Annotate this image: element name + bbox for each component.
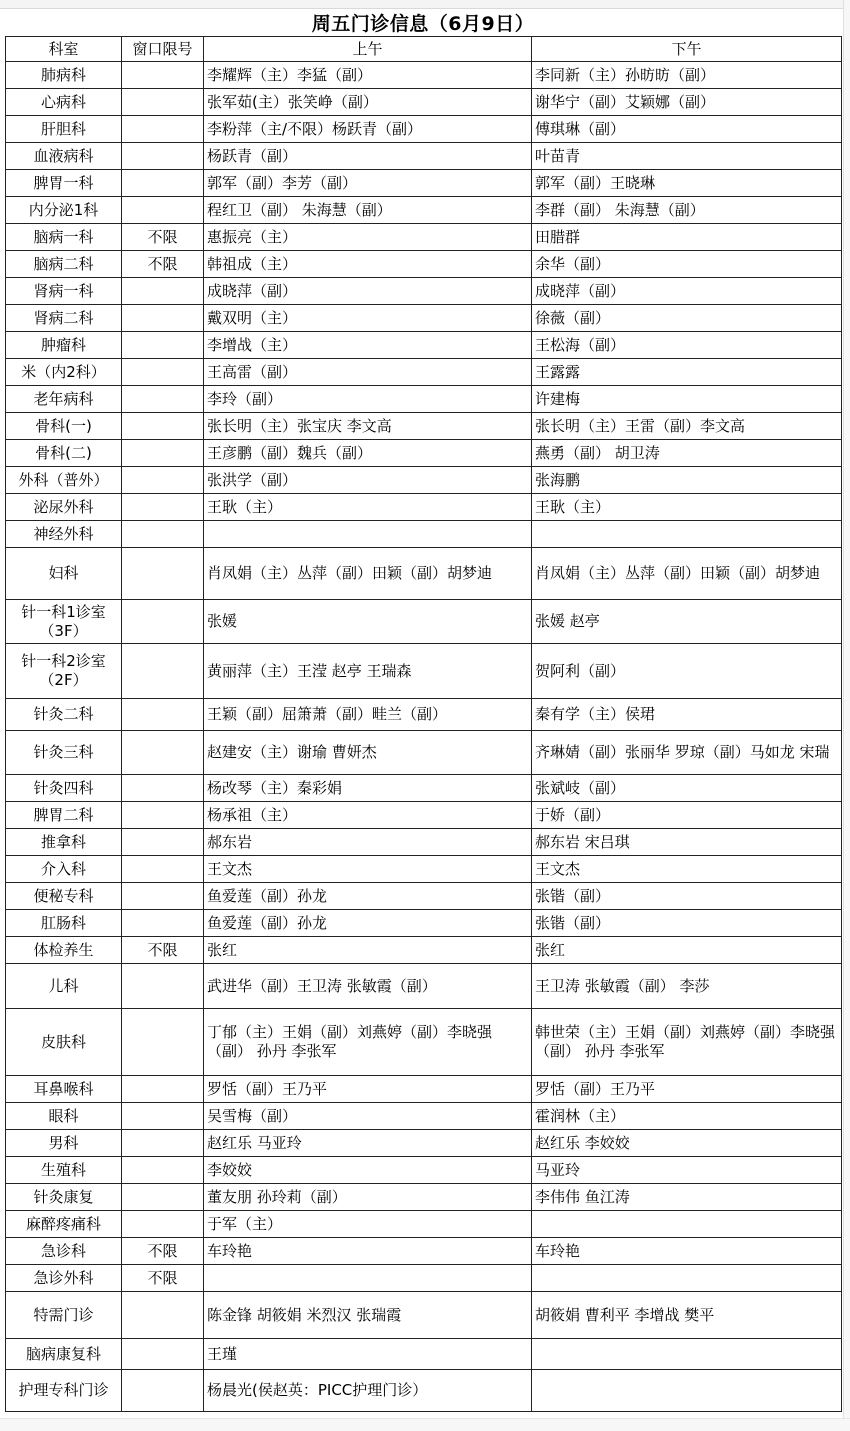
dept-cell: 米（内2科） — [6, 359, 122, 386]
afternoon-cell: 肖凤娟（主）丛萍（副）田颖（副）胡梦迪 — [532, 548, 842, 600]
table-row — [6, 386, 842, 413]
morning-cell: 武进华（副）王卫涛 张敏霞（副） — [204, 964, 532, 1009]
afternoon-cell: 张红 — [532, 937, 842, 964]
window-limit-cell — [122, 1184, 204, 1211]
afternoon-cell: 余华（副） — [532, 251, 842, 278]
afternoon-cell — [532, 1370, 842, 1412]
table-row — [6, 467, 842, 494]
window-limit-cell — [122, 143, 204, 170]
table-row — [6, 883, 842, 910]
dept-cell: 皮肤科 — [6, 1009, 122, 1076]
dept-cell: 肛肠科 — [6, 910, 122, 937]
window-limit-cell — [122, 1130, 204, 1157]
morning-cell: 张长明（主）张宝庆 李文高 — [204, 413, 532, 440]
window-limit-cell — [122, 332, 204, 359]
table-row — [6, 170, 842, 197]
morning-cell: 李增战（主） — [204, 332, 532, 359]
dept-cell: 血液病科 — [6, 143, 122, 170]
window-limit-cell — [122, 731, 204, 775]
dept-cell: 体检养生 — [6, 937, 122, 964]
table-row — [6, 413, 842, 440]
table-row — [6, 521, 842, 548]
table-row — [6, 731, 842, 775]
morning-cell: 鱼爱莲（副）孙龙 — [204, 910, 532, 937]
window-limit-cell — [122, 89, 204, 116]
morning-cell: 张洪学（副） — [204, 467, 532, 494]
afternoon-cell — [532, 1339, 842, 1370]
morning-cell: 陈金锋 胡筱娟 米烈汉 张瑞霞 — [204, 1292, 532, 1339]
window-limit-cell — [122, 1157, 204, 1184]
window-limit-cell — [122, 883, 204, 910]
window-limit-cell — [122, 62, 204, 89]
table-row — [6, 829, 842, 856]
morning-cell: 李耀辉（主）李猛（副） — [204, 62, 532, 89]
table-row — [6, 116, 842, 143]
window-limit-cell — [122, 548, 204, 600]
table-row — [6, 1157, 842, 1184]
dept-cell: 骨科(二) — [6, 440, 122, 467]
window-limit-cell — [122, 170, 204, 197]
afternoon-cell: 霍润林（主） — [532, 1103, 842, 1130]
table-row — [6, 494, 842, 521]
table-row — [6, 89, 842, 116]
dept-cell: 特需门诊 — [6, 1292, 122, 1339]
table-row — [6, 856, 842, 883]
window-limit-cell — [122, 1339, 204, 1370]
table-row — [6, 62, 842, 89]
table-row — [6, 197, 842, 224]
morning-cell: 张军茹(主）张笑峥（副） — [204, 89, 532, 116]
morning-cell — [204, 1265, 532, 1292]
window-limit-cell — [122, 964, 204, 1009]
window-limit-cell: 不限 — [122, 937, 204, 964]
afternoon-cell: 胡筱娟 曹利平 李增战 樊平 — [532, 1292, 842, 1339]
table-row — [6, 1292, 842, 1339]
window-limit-cell — [122, 494, 204, 521]
morning-cell: 罗恬（副）王乃平 — [204, 1076, 532, 1103]
dept-cell: 耳鼻喉科 — [6, 1076, 122, 1103]
afternoon-cell — [532, 1265, 842, 1292]
morning-cell: 郝东岩 — [204, 829, 532, 856]
morning-cell: 程红卫（副） 朱海慧（副） — [204, 197, 532, 224]
dept-cell: 儿科 — [6, 964, 122, 1009]
window-limit-cell — [122, 278, 204, 305]
window-limit-cell — [122, 305, 204, 332]
dept-cell: 泌尿外科 — [6, 494, 122, 521]
morning-cell: 张红 — [204, 937, 532, 964]
window-limit-cell — [122, 116, 204, 143]
afternoon-cell: 秦有学（主）侯珺 — [532, 699, 842, 731]
morning-cell: 杨晨光(侯赵英：PICC护理门诊） — [204, 1370, 532, 1412]
table-row — [6, 1103, 842, 1130]
afternoon-cell: 罗恬（副）王乃平 — [532, 1076, 842, 1103]
table-row — [6, 359, 842, 386]
dept-cell: 男科 — [6, 1130, 122, 1157]
page-title: 周五门诊信息（6月9日） — [311, 12, 535, 35]
table-row — [6, 548, 842, 600]
morning-cell: 郭军（副）李芳（副） — [204, 170, 532, 197]
table-row — [6, 910, 842, 937]
afternoon-cell: 王卫涛 张敏霞（副） 李莎 — [532, 964, 842, 1009]
dept-cell: 针一科1诊室（3F） — [6, 600, 122, 644]
dept-cell: 针灸二科 — [6, 699, 122, 731]
header-dept: 科室 — [6, 37, 122, 62]
window-limit-cell — [122, 1103, 204, 1130]
window-limit-cell — [122, 856, 204, 883]
dept-cell: 推拿科 — [6, 829, 122, 856]
morning-cell: 李姣姣 — [204, 1157, 532, 1184]
window-limit-cell — [122, 1370, 204, 1412]
dept-cell: 针灸四科 — [6, 775, 122, 802]
table-row — [6, 1370, 842, 1412]
window-limit-cell — [122, 802, 204, 829]
morning-cell: 丁郁（主）王娟（副）刘燕婷（副）李晓强（副） 孙丹 李张军 — [204, 1009, 532, 1076]
morning-cell: 王高雷（副） — [204, 359, 532, 386]
morning-cell: 杨承祖（主） — [204, 802, 532, 829]
afternoon-cell: 成晓萍（副） — [532, 278, 842, 305]
afternoon-cell: 于娇（副） — [532, 802, 842, 829]
window-limit-cell — [122, 1292, 204, 1339]
afternoon-cell: 张斌岐（副） — [532, 775, 842, 802]
afternoon-cell: 郭军（副）王晓琳 — [532, 170, 842, 197]
afternoon-cell: 李群（副） 朱海慧（副） — [532, 197, 842, 224]
table-row — [6, 1009, 842, 1076]
table-row — [6, 1339, 842, 1370]
table-row — [6, 440, 842, 467]
afternoon-cell: 赵红乐 李姣姣 — [532, 1130, 842, 1157]
table-row — [6, 143, 842, 170]
table-row — [6, 600, 842, 644]
dept-cell: 针一科2诊室（2F） — [6, 644, 122, 699]
morning-cell: 王颖（副）屈箫萧（副）畦兰（副） — [204, 699, 532, 731]
morning-cell: 赵建安（主）谢瑜 曹妍杰 — [204, 731, 532, 775]
morning-cell: 王文杰 — [204, 856, 532, 883]
dept-cell: 生殖科 — [6, 1157, 122, 1184]
window-limit-cell — [122, 1009, 204, 1076]
dept-cell: 脑病康复科 — [6, 1339, 122, 1370]
morning-cell: 杨跃青（副） — [204, 143, 532, 170]
dept-cell: 骨科(一) — [6, 413, 122, 440]
afternoon-cell: 张锴（副） — [532, 883, 842, 910]
morning-cell — [204, 521, 532, 548]
header-morning: 上午 — [204, 37, 532, 62]
table-row — [6, 1211, 842, 1238]
dept-cell: 肾病一科 — [6, 278, 122, 305]
header-row — [6, 37, 842, 62]
afternoon-cell: 许建梅 — [532, 386, 842, 413]
morning-cell: 董友朋 孙玲莉（副） — [204, 1184, 532, 1211]
afternoon-cell: 徐薇（副） — [532, 305, 842, 332]
afternoon-cell: 郝东岩 宋吕琪 — [532, 829, 842, 856]
afternoon-cell: 张海鹏 — [532, 467, 842, 494]
dept-cell: 老年病科 — [6, 386, 122, 413]
morning-cell: 李粉萍（主/不限）杨跃青（副） — [204, 116, 532, 143]
table-row — [6, 802, 842, 829]
afternoon-cell: 田腊群 — [532, 224, 842, 251]
window-limit-cell — [122, 386, 204, 413]
table-row — [6, 251, 842, 278]
dept-cell: 肾病二科 — [6, 305, 122, 332]
dept-cell: 针灸康复 — [6, 1184, 122, 1211]
dept-cell: 神经外科 — [6, 521, 122, 548]
window-limit-cell: 不限 — [122, 1238, 204, 1265]
morning-cell: 肖凤娟（主）丛萍（副）田颖（副）胡梦迪 — [204, 548, 532, 600]
morning-cell: 韩祖成（主） — [204, 251, 532, 278]
window-limit-cell — [122, 467, 204, 494]
table-row — [6, 305, 842, 332]
afternoon-cell — [532, 521, 842, 548]
window-limit-cell — [122, 644, 204, 699]
table-row — [6, 964, 842, 1009]
sheet-bottom-edge — [0, 1418, 850, 1431]
table-row — [6, 1265, 842, 1292]
dept-cell: 针灸三科 — [6, 731, 122, 775]
window-limit-cell — [122, 600, 204, 644]
afternoon-cell — [532, 1211, 842, 1238]
dept-cell: 外科（普外） — [6, 467, 122, 494]
morning-cell: 惠振亮（主） — [204, 224, 532, 251]
afternoon-cell: 张媛 赵亭 — [532, 600, 842, 644]
window-limit-cell — [122, 1076, 204, 1103]
afternoon-cell: 燕勇（副） 胡卫涛 — [532, 440, 842, 467]
table-row — [6, 278, 842, 305]
window-limit-cell — [122, 359, 204, 386]
window-limit-cell — [122, 910, 204, 937]
morning-cell: 吴雪梅（副） — [204, 1103, 532, 1130]
dept-cell: 介入科 — [6, 856, 122, 883]
morning-cell: 鱼爱莲（副）孙龙 — [204, 883, 532, 910]
dept-cell: 护理专科门诊 — [6, 1370, 122, 1412]
window-limit-cell: 不限 — [122, 224, 204, 251]
afternoon-cell: 李同新（主）孙昉昉（副） — [532, 62, 842, 89]
morning-cell: 戴双明（主） — [204, 305, 532, 332]
morning-cell: 杨改琴（主）秦彩娟 — [204, 775, 532, 802]
afternoon-cell: 王露露 — [532, 359, 842, 386]
table-row — [6, 775, 842, 802]
dept-cell: 妇科 — [6, 548, 122, 600]
morning-cell: 于军（主） — [204, 1211, 532, 1238]
dept-cell: 肝胆科 — [6, 116, 122, 143]
morning-cell: 张媛 — [204, 600, 532, 644]
morning-cell: 赵红乐 马亚玲 — [204, 1130, 532, 1157]
afternoon-cell: 王耿（主） — [532, 494, 842, 521]
dept-cell: 急诊科 — [6, 1238, 122, 1265]
window-limit-cell — [122, 521, 204, 548]
afternoon-cell: 齐琳婧（副）张丽华 罗琼（副）马如龙 宋瑞 — [532, 731, 842, 775]
window-limit-cell — [122, 1211, 204, 1238]
afternoon-cell: 张长明（主）王雷（副）李文高 — [532, 413, 842, 440]
window-limit-cell — [122, 829, 204, 856]
header-window-limit: 窗口限号 — [122, 37, 204, 62]
dept-cell: 脾胃二科 — [6, 802, 122, 829]
window-limit-cell — [122, 699, 204, 731]
window-limit-cell — [122, 775, 204, 802]
table-row — [6, 1130, 842, 1157]
afternoon-cell: 贺阿利（副） — [532, 644, 842, 699]
table-row — [6, 699, 842, 731]
sheet-right-edge — [843, 0, 850, 1430]
afternoon-cell: 马亚玲 — [532, 1157, 842, 1184]
window-limit-cell — [122, 440, 204, 467]
morning-cell: 李玲（副） — [204, 386, 532, 413]
morning-cell: 成晓萍（副） — [204, 278, 532, 305]
afternoon-cell: 王松海（副） — [532, 332, 842, 359]
afternoon-cell: 谢华宁（副）艾颖娜（副） — [532, 89, 842, 116]
afternoon-cell: 车玲艳 — [532, 1238, 842, 1265]
afternoon-cell: 叶苗青 — [532, 143, 842, 170]
afternoon-cell: 李伟伟 鱼江涛 — [532, 1184, 842, 1211]
dept-cell: 心病科 — [6, 89, 122, 116]
morning-cell: 王瑾 — [204, 1339, 532, 1370]
dept-cell: 急诊外科 — [6, 1265, 122, 1292]
dept-cell: 麻醉疼痛科 — [6, 1211, 122, 1238]
dept-cell: 内分泌1科 — [6, 197, 122, 224]
header-afternoon: 下午 — [532, 37, 842, 62]
dept-cell: 肿瘤科 — [6, 332, 122, 359]
morning-cell: 车玲艳 — [204, 1238, 532, 1265]
dept-cell: 肺病科 — [6, 62, 122, 89]
dept-cell: 眼科 — [6, 1103, 122, 1130]
table-row — [6, 332, 842, 359]
dept-cell: 脑病一科 — [6, 224, 122, 251]
afternoon-cell: 张锴（副） — [532, 910, 842, 937]
window-limit-cell: 不限 — [122, 1265, 204, 1292]
table-row — [6, 1184, 842, 1211]
table-row — [6, 1238, 842, 1265]
afternoon-cell: 王文杰 — [532, 856, 842, 883]
morning-cell: 王彦鹏（副）魏兵（副） — [204, 440, 532, 467]
table-row — [6, 1076, 842, 1103]
table-row — [6, 224, 842, 251]
table-row — [6, 644, 842, 699]
dept-cell: 便秘专科 — [6, 883, 122, 910]
window-limit-cell — [122, 197, 204, 224]
morning-cell: 王耿（主） — [204, 494, 532, 521]
morning-cell: 黄丽萍（主）王滢 赵亭 王瑞森 — [204, 644, 532, 699]
dept-cell: 脾胃一科 — [6, 170, 122, 197]
window-limit-cell — [122, 413, 204, 440]
afternoon-cell: 傅琪琳（副） — [532, 116, 842, 143]
dept-cell: 脑病二科 — [6, 251, 122, 278]
schedule-table — [5, 36, 842, 1412]
window-limit-cell: 不限 — [122, 251, 204, 278]
afternoon-cell: 韩世荣（主）王娟（副）刘燕婷（副）李晓强（副） 孙丹 李张军 — [532, 1009, 842, 1076]
table-row — [6, 937, 842, 964]
